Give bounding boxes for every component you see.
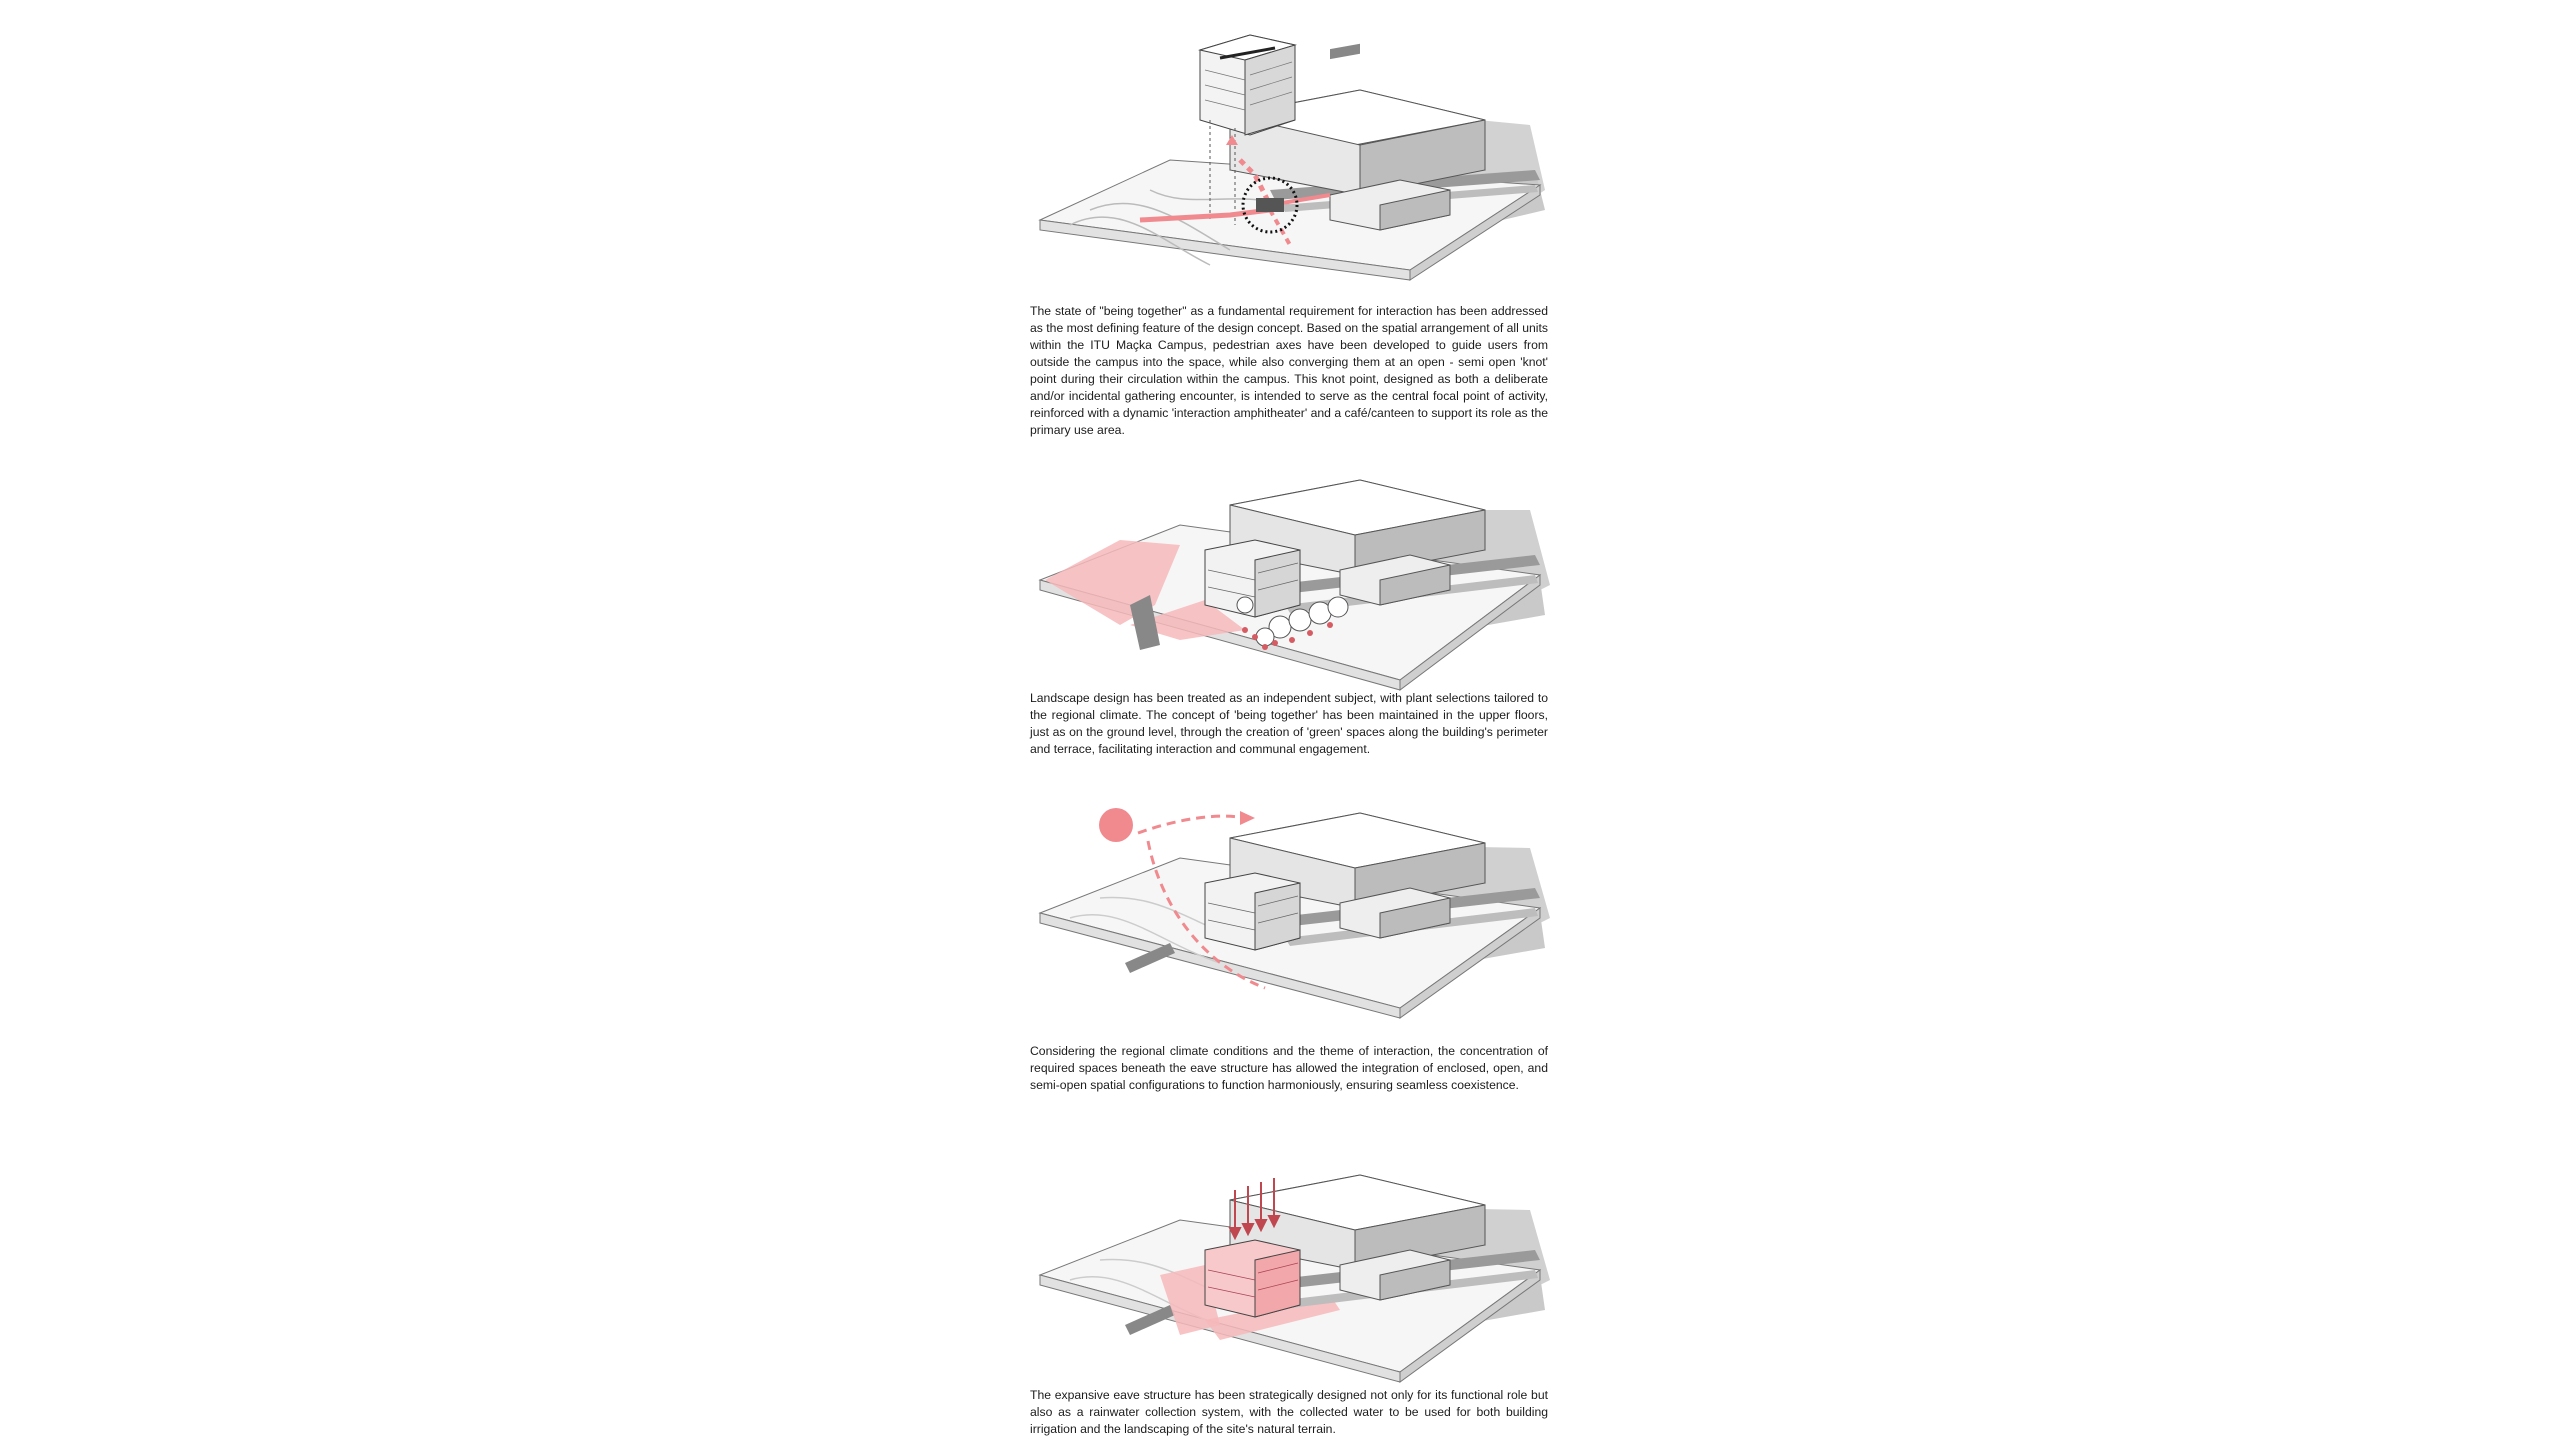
climate-diagram [1030, 793, 1550, 1023]
knot-point-diagram [1030, 20, 1550, 300]
landscape-caption: Landscape design has been treated as an independent subject, with plant selections tailored to the regional climate. The concept of 'being together' has been maintained in the upper floors, just as on the ground level, through the creation of 'green' spaces along the building's perimeter and terrace, facilitating interaction and communal engagement. [1030, 691, 1548, 756]
sun-icon [1099, 808, 1133, 842]
landscape-diagram [1030, 455, 1550, 695]
rainwater-caption: The expansive eave structure has been strategically designed not only for its functional role but also as a rainwater collection system, with the collected water to be used for both building irrigation and the landscaping of the site's natural terrain. [1030, 1388, 1548, 1436]
isometric-campus-sun-path-diagram [1030, 793, 1550, 1023]
climate-caption: Considering the regional climate conditions and the theme of interaction, the concentration of required spaces beneath the eave structure has allowed the integration of enclosed, open, and semi-open spatial configurations to function harmoniously, ensuring seamless coexistence. [1030, 1044, 1548, 1092]
isometric-campus-rainwater-diagram [1030, 1150, 1550, 1390]
rainwater-diagram [1030, 1150, 1550, 1390]
knot-point-caption: The state of "being together" as a fundamental requirement for interaction has been addressed as the most defining feature of the design concept. Based on the spatial arrangement of all units within the ITU Maçka Campus, pedestrian axes have been developed to guide users from outside the campus into the space, while also converging them at an open - semi open 'knot' point during their circulation within the campus. This knot point, designed as both a deliberate and/or incidental gathering encounter, is intended to serve as the central focal point of activity, reinforced with a dynamic 'interaction amphitheater' and a café/canteen to support its role as the primary use area. [1030, 304, 1548, 437]
isometric-campus-with-knot-point-diagram [1030, 20, 1550, 300]
isometric-campus-landscape-diagram [1030, 455, 1550, 695]
